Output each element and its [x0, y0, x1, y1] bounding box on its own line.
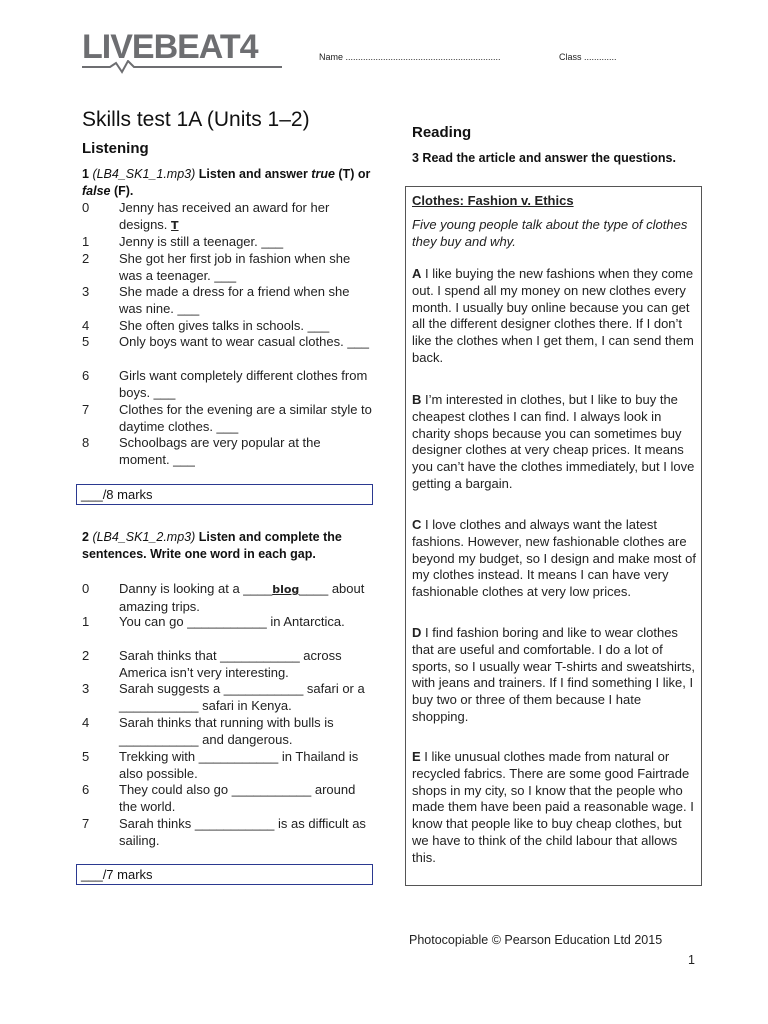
paragraph-d: D I find fashion boring and like to wear clothes that are useful and comfortable. I do a lot of sports, so I usually wear T-shirts and sweatshirts, with jeans and trainers. If I find something I like, I buy two or three of them because I hate shopping.	[412, 625, 695, 724]
q3-instructions: 3 Read the article and answer the questions.	[412, 151, 676, 165]
paragraph-a: A I like buying the new fashions when they come out. I spend all my money on new clothes every month. I usually buy online because you can get all the different designer clothes there. If I don’t like the clothes when I get them, I can send them back.	[412, 266, 694, 365]
name-field[interactable]: Name ..............................................................	[319, 52, 501, 62]
q1-true-word: true	[311, 167, 335, 181]
listening-heading: Listening	[82, 140, 149, 157]
logo-heartbeat-line	[82, 60, 282, 74]
copyright-notice: Photocopiable © Pearson Education Ltd 2015	[409, 933, 663, 947]
q1-item-0-answer: T	[171, 219, 179, 232]
q2-number: 2	[82, 530, 89, 544]
q2-audio-file: (LB4_SK1_2.mp3)	[92, 530, 196, 544]
article-intro: Five young people talk about the type of clothes they buy and why.	[412, 217, 688, 249]
class-field[interactable]: Class .............	[559, 52, 617, 62]
q1-audio-file: (LB4_SK1_1.mp3)	[92, 167, 196, 181]
paragraph-e: E I like unusual clothes made from natural or recycled fabrics. There are some good Fairtrade shops in my city, so I know that the people who made them have been paid a reasonable wage. I know that people like to buy cheap clothes, but we have to think of the child labour that allows this.	[412, 749, 694, 865]
q2-marks-box[interactable]: ___/7 marks	[76, 864, 373, 885]
paragraph-c: C I love clothes and always want the latest fashions. However, new fashionable clothes are beyond my budget, so I design and make most of my clothes instead. It means I can have very fashionable clothes at very low prices.	[412, 517, 697, 600]
q2-item-0-answer: blog	[272, 583, 300, 596]
q1-instr-b: (T) or	[334, 167, 371, 181]
q1-instr-c: (F).	[110, 184, 134, 198]
page-title: Skills test 1A (Units 1–2)	[82, 108, 310, 131]
page-number: 1	[688, 953, 695, 967]
q1-false-word: false	[82, 184, 111, 198]
q1-instructions	[82, 166, 372, 200]
q1-marks-box[interactable]: ___/8 marks	[76, 484, 373, 505]
livebeat-logo	[82, 30, 282, 80]
article-title: Clothes: Fashion v. Ethics	[412, 193, 574, 208]
q2-instr-text: Listen and complete the sentences. Write one word in each gap.	[82, 530, 342, 561]
q1-number: 1	[82, 167, 89, 181]
reading-heading: Reading	[412, 124, 472, 141]
q2-instructions	[82, 529, 372, 563]
q1-instr-a: Listen and answer	[195, 167, 308, 181]
paragraph-b: B I’m interested in clothes, but I like to buy the cheapest clothes I can find. I always look in charity shops because you can sometimes buy designer clothes at very cheap prices. It means you can’t have the clothes immediately, but I love getting a bargain.	[412, 392, 695, 491]
logo-text: LIVEBEAT4	[82, 28, 258, 66]
